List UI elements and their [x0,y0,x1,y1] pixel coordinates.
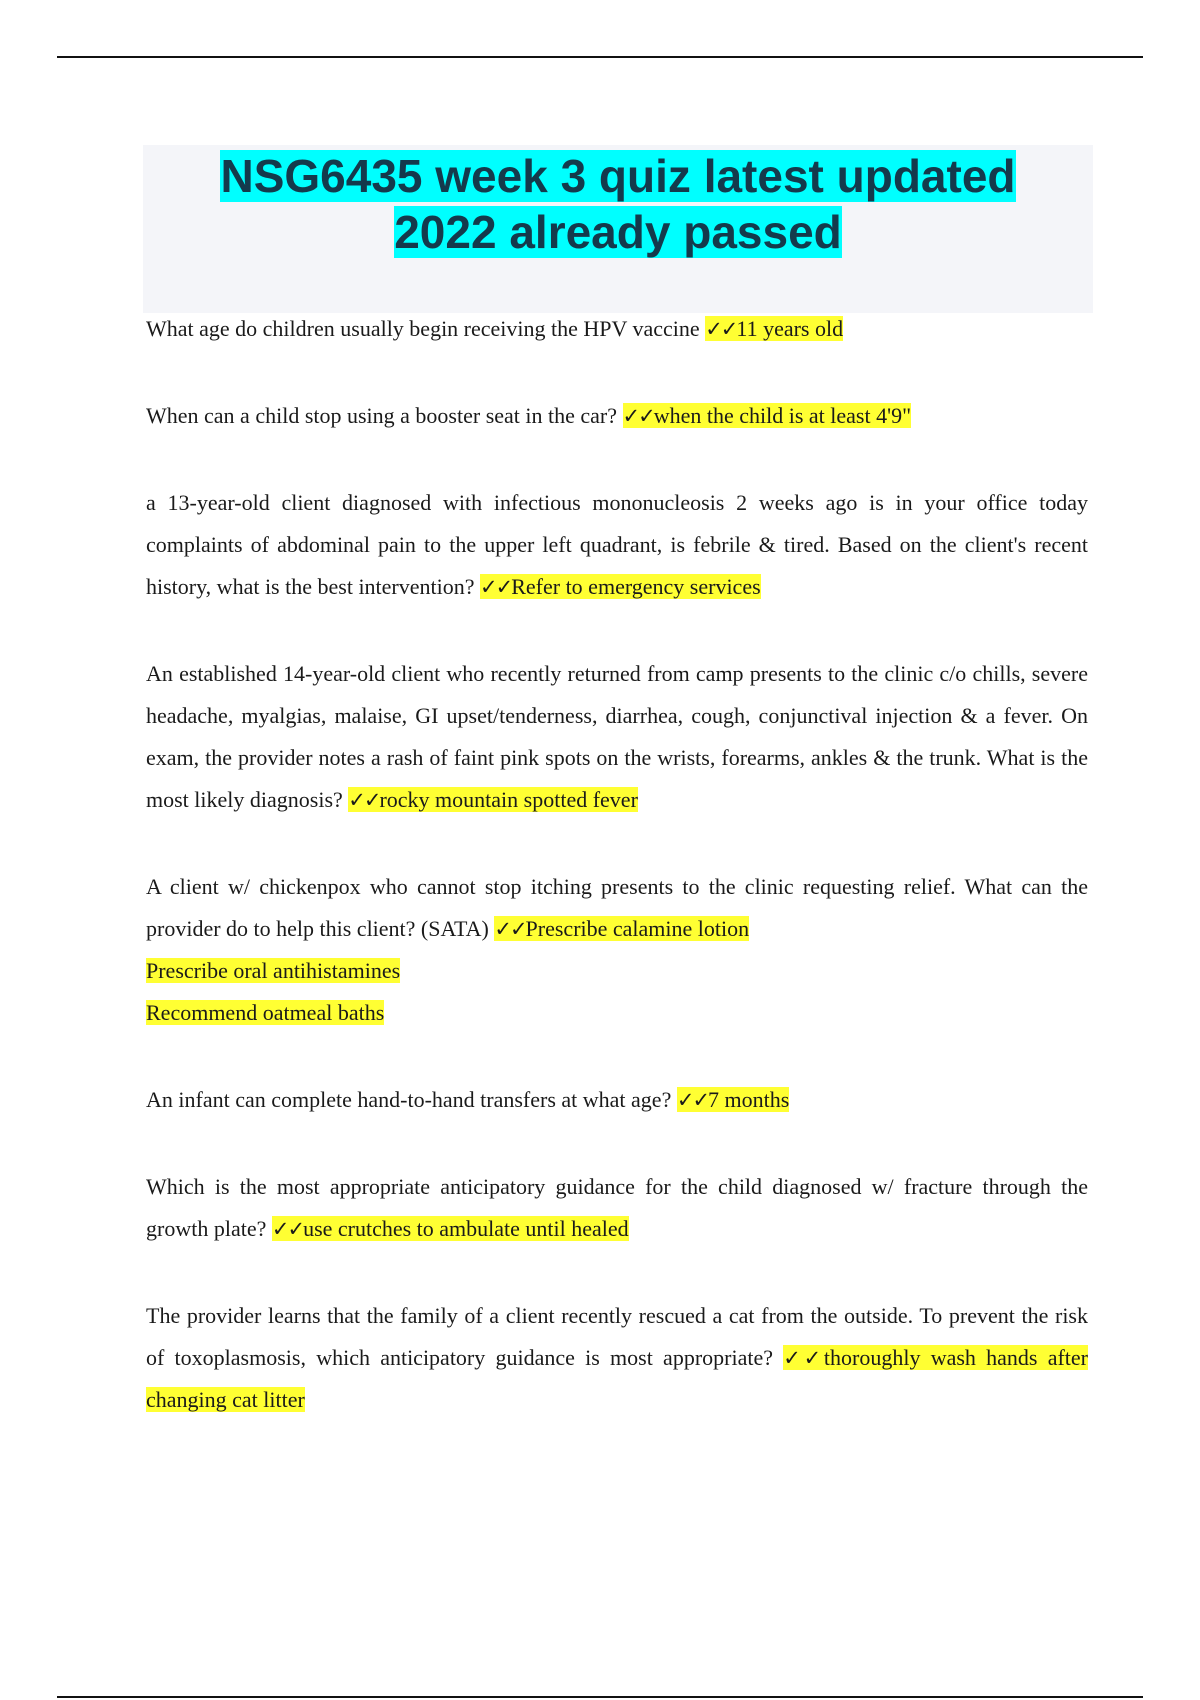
check-icon: ✓✓ [480,575,512,599]
answer-highlight [677,1087,790,1112]
answer-highlight [705,316,843,341]
answer-highlight [494,916,749,941]
bottom-rule [57,1696,1143,1698]
top-rule [57,56,1143,58]
quiz-item [146,1166,1088,1250]
quiz-item [146,482,1088,608]
answer-extra-line: Recommend oatmeal baths [146,1000,385,1025]
title-banner [143,145,1093,313]
question-text: A client w/ chickenpox who cannot stop itching presents to the clinic requesting relief. What can the provider do to help this client? (SATA) [146,874,1088,941]
answer-text: when the child is at least 4'9" [653,403,912,428]
answer-highlight [480,574,761,599]
quiz-item [146,653,1088,821]
answer-text: Refer to emergency services [511,574,761,599]
check-icon: ✓✓ [783,1346,824,1370]
quiz-item [146,1079,1088,1121]
question-text: What age do children usually begin receiving the HPV vaccine [146,316,700,341]
answer-text: use crutches to ambulate until healed [303,1216,629,1241]
quiz-item [146,1295,1088,1421]
question-text: An infant can complete hand-to-hand transfers at what age? [146,1087,672,1112]
check-icon: ✓✓ [676,1088,709,1112]
answer-highlight [623,403,912,428]
check-icon: ✓✓ [271,1217,304,1241]
check-icon: ✓✓ [494,917,526,941]
question-text: a 13-year-old client diagnosed with infectious mononucleosis 2 weeks ago is in your office today complaints of abdominal pain to the upper left quadrant, is febrile & tired. Based on the client's recent history, what is the best intervention? [146,490,1088,599]
check-icon: ✓✓ [348,788,380,812]
question-text: When can a child stop using a booster seat in the car? [146,403,618,428]
quiz-item [146,866,1088,1034]
answer-text: rocky mountain spotted fever [379,787,638,812]
answer-highlight [348,787,638,812]
answer-text: Prescribe calamine lotion [525,916,750,941]
answer-extra-line: Prescribe oral antihistamines [146,958,401,983]
quiz-content [146,308,1088,1466]
answer-text: 7 months [708,1087,790,1112]
quiz-item [146,395,1088,437]
question-text: An established 14-year-old client who recently returned from camp presents to the clinic c/o chills, severe headache, myalgias, malaise, GI upset/tenderness, diarrhea, cough, conjunctival injection & a fever. On exam, the provider notes a rash of faint pink spots on the wrists, forearms, ankles & the trunk. What is the most likely diagnosis? [146,661,1088,812]
answer-highlight [272,1216,629,1241]
check-icon: ✓✓ [705,317,737,341]
answer-text: 11 years old [736,316,844,341]
document-title: NSG6435 week 3 quiz latest updated 2022 already passed [220,150,1016,258]
question-text: Which is the most appropriate anticipatory guidance for the child diagnosed w/ fracture through the growth plate? [146,1174,1088,1241]
check-icon: ✓✓ [622,404,654,428]
quiz-item [146,308,1088,350]
answer-text: thoroughly wash hands after changing cat litter [146,1345,1088,1412]
question-text: The provider learns that the family of a client recently rescued a cat from the outside. To prevent the risk of toxoplasmosis, which anticipatory guidance is most appropriate? [146,1303,1088,1370]
